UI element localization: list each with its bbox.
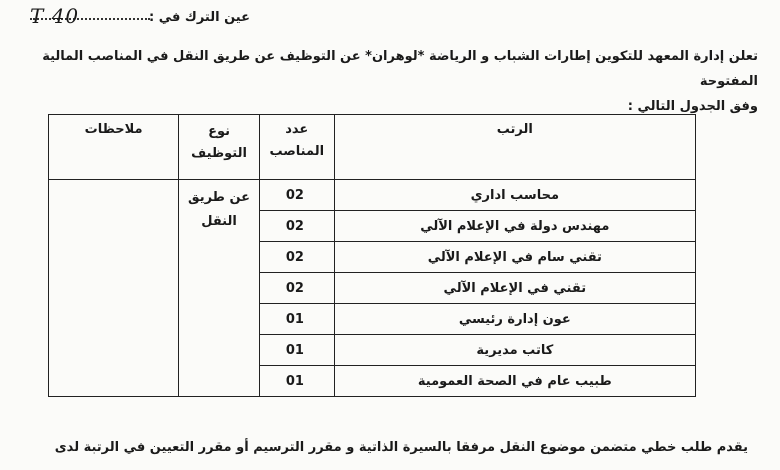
count-cell: 02 [259,242,334,273]
header-rank: الرتب [334,115,695,180]
table-header-row [49,115,696,180]
positions-table [48,114,696,397]
rank-cell: محاسب اداري [334,180,695,211]
count-cell: 02 [259,273,334,304]
announcement-intro [18,44,758,119]
header-count: عدد المناصب [259,115,334,180]
count-cell: 02 [259,211,334,242]
rank-cell: تقني في الإعلام الآلي [334,273,695,304]
recruitment-type-cell: عن طريق النقل [179,180,260,397]
header-notes: ملاحظات [49,115,179,180]
reference-handwritten-value: 40 T [30,4,80,28]
rank-cell: طبيب عام في الصحة العمومية [334,366,695,397]
reference-line [30,4,250,26]
count-cell: 02 [259,180,334,211]
rank-cell: كاتب مديرية [334,335,695,366]
table-row [49,180,696,211]
count-cell: 01 [259,304,334,335]
intro-line-1: تعلن إدارة المعهد للتكوين إطارات الشباب و الرياضة *لوهران* عن التوظيف عن طريق النقل في المناصب المالية المفتوحة [42,49,758,89]
count-cell: 01 [259,366,334,397]
rank-cell: عون إدارة رئيسي [334,304,695,335]
reference-label: عين الترك في : [149,10,250,25]
header-type: نوع التوظيف [179,115,260,180]
application-instructions: يقدم طلب خطي متضمن موضوع النقل مرفقا بالسيرة الذاتية و مقرر الترسيم أو مقرر التعيين في الرتبة لدى [54,440,748,455]
rank-cell: تقني سام في الإعلام الآلي [334,242,695,273]
notes-cell [49,180,179,397]
intro-line-2: وفق الجدول التالي : [627,99,758,114]
rank-cell: مهندس دولة في الإعلام الآلي [334,211,695,242]
count-cell: 01 [259,335,334,366]
